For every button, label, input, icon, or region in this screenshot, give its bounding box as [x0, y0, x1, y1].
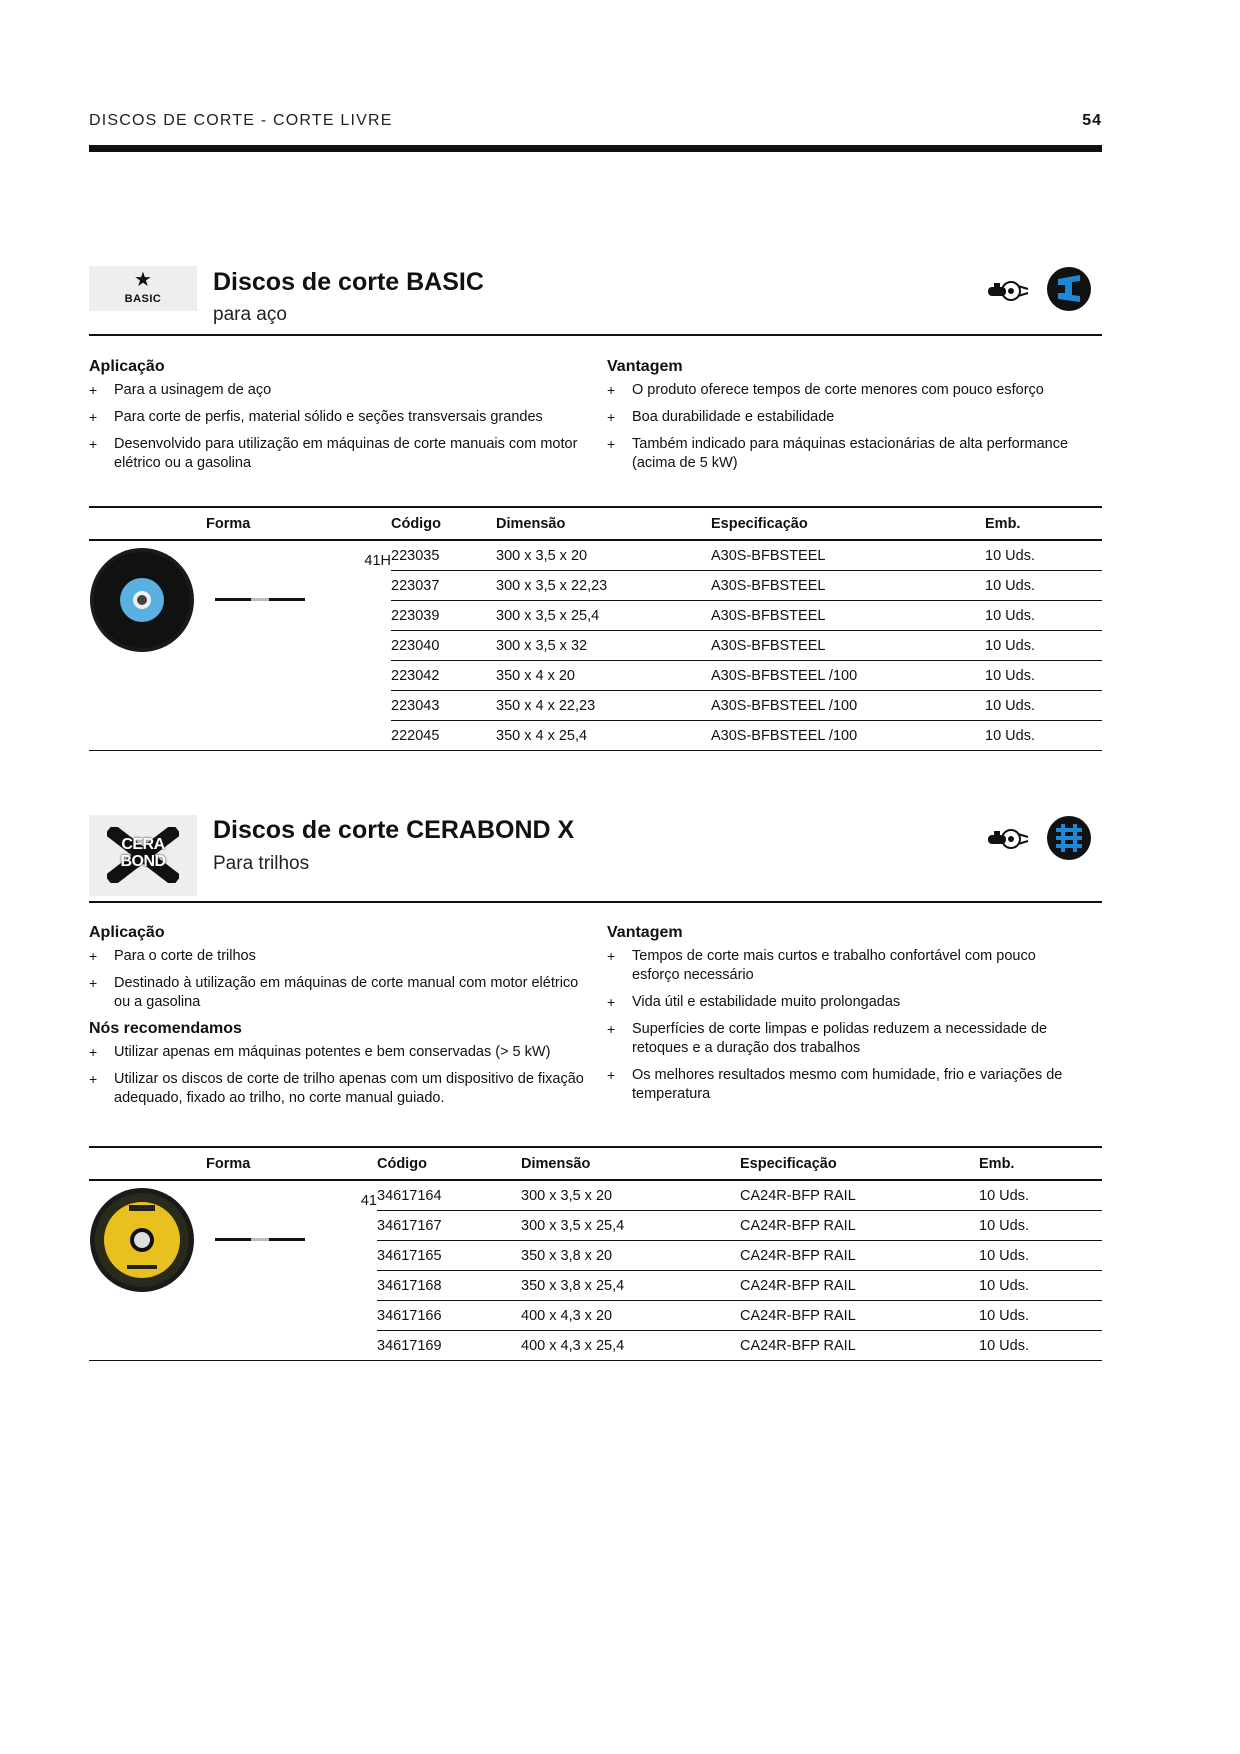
shape-code: 41H [364, 553, 391, 569]
disc-profile-icon [215, 597, 305, 603]
table-cell: 400 x 4,3 x 25,4 [521, 1331, 740, 1361]
table-cell: 300 x 3,5 x 20 [496, 540, 711, 571]
table-cell: 350 x 4 x 25,4 [496, 721, 711, 751]
list-item: + Para o corte de trilhos [89, 947, 589, 966]
table-cell: 34617169 [377, 1331, 521, 1361]
basic-logo [89, 266, 197, 311]
table-cell: 34617166 [377, 1301, 521, 1331]
col-header: Forma [89, 507, 391, 540]
aplicacao-heading: Aplicação [89, 924, 165, 941]
table-cell: 300 x 3,5 x 32 [496, 631, 711, 661]
table-cell: A30S-BFBSTEEL [711, 540, 985, 571]
basic-logo-text: BASIC [124, 293, 162, 305]
list-item: + Também indicado para máquinas estacionárias de alta performance (acima de 5 kW) [607, 435, 1102, 473]
section-title: Discos de corte BASIC [213, 268, 484, 296]
table-cell: 223035 [391, 540, 496, 571]
list-item: + Para corte de perfis, material sólido e seções transversais grandes [89, 408, 589, 427]
table-cell: 34617167 [377, 1211, 521, 1241]
recomendamos-heading: Nós recomendamos [89, 1020, 242, 1037]
list-item: + Utilizar apenas em máquinas potentes e bem conservadas (> 5 kW) [89, 1043, 589, 1062]
section-subtitle: Para trilhos [213, 853, 310, 874]
list-item: + Vida útil e estabilidade muito prolongadas [607, 993, 1087, 1012]
table-cell: 10 Uds. [979, 1180, 1102, 1211]
list-item: + Boa durabilidade e estabilidade [607, 408, 1102, 427]
disc-profile-icon [215, 1237, 305, 1243]
table-cell: 350 x 4 x 22,23 [496, 691, 711, 721]
table-cell: 10 Uds. [985, 661, 1102, 691]
table-cell: 10 Uds. [979, 1241, 1102, 1271]
table-cell: 350 x 3,8 x 25,4 [521, 1271, 740, 1301]
page-header-title: DISCOS DE CORTE - CORTE LIVRE [89, 112, 393, 129]
forma-cell [89, 540, 391, 751]
table-cell: CA24R-BFP RAIL [740, 1331, 979, 1361]
table-cell: 300 x 3,5 x 25,4 [521, 1211, 740, 1241]
page-number: 54 [1082, 112, 1102, 129]
table-cell: CA24R-BFP RAIL [740, 1241, 979, 1271]
col-header: Emb. [979, 1147, 1102, 1180]
aplicacao-heading: Aplicação [89, 358, 165, 375]
table-cell: CA24R-BFP RAIL [740, 1301, 979, 1331]
list-item: + Para a usinagem de aço [89, 381, 589, 400]
table-cell: CA24R-BFP RAIL [740, 1211, 979, 1241]
table-cell: 10 Uds. [979, 1301, 1102, 1331]
list-item: + Utilizar os discos de corte de trilho apenas com um dispositivo de fixação adequado, fixado ao trilho, no corte manual guiado. [89, 1070, 589, 1108]
list-item: + Destinado à utilização em máquinas de corte manual com motor elétrico ou a gasolina [89, 974, 589, 1012]
list-item: + Desenvolvido para utilização em máquinas de corte manuais com motor elétrico ou a gasolina [89, 435, 589, 473]
table-cell: A30S-BFBSTEEL /100 [711, 661, 985, 691]
cerabond-logo [89, 815, 197, 896]
col-header: Dimensão [521, 1147, 740, 1180]
col-header: Código [377, 1147, 521, 1180]
table-cell: 223040 [391, 631, 496, 661]
table-cell: 300 x 3,5 x 20 [521, 1180, 740, 1211]
table-cell: 10 Uds. [979, 1331, 1102, 1361]
vantagem-block [607, 358, 1102, 481]
col-header: Forma [89, 1147, 377, 1180]
col-header: Código [391, 507, 496, 540]
cerabond-disc-image [89, 1187, 195, 1293]
list-item: + O produto oferece tempos de corte menores com pouco esforço [607, 381, 1102, 400]
table-cell: A30S-BFBSTEEL [711, 631, 985, 661]
vantagem-heading: Vantagem [607, 358, 683, 375]
basic-disc-image [89, 547, 195, 653]
table-cell: 10 Uds. [985, 721, 1102, 751]
star-icon: ★ [134, 269, 152, 291]
table-cell: 222045 [391, 721, 496, 751]
vantagem-heading: Vantagem [607, 924, 683, 941]
section-subtitle: para aço [213, 304, 287, 325]
list-item: + Tempos de corte mais curtos e trabalho confortável com pouco esforço necessário [607, 947, 1087, 985]
forma-cell [89, 1180, 377, 1361]
table-cell: 223039 [391, 601, 496, 631]
col-header: Especificação [740, 1147, 979, 1180]
header-rule [89, 145, 1102, 152]
table-cell: 350 x 4 x 20 [496, 661, 711, 691]
section-title: Discos de corte CERABOND X [213, 816, 575, 844]
table-cell: A30S-BFBSTEEL /100 [711, 691, 985, 721]
table-cell: A30S-BFBSTEEL [711, 601, 985, 631]
aplicacao-block [89, 924, 589, 1116]
list-item: + Superfícies de corte limpas e polidas reduzem a necessidade de retoques e a duração dos trabalhos [607, 1020, 1087, 1058]
table-cell: 223042 [391, 661, 496, 691]
col-header: Dimensão [496, 507, 711, 540]
table-cell: 10 Uds. [985, 540, 1102, 571]
section-rule [89, 901, 1102, 903]
vantagem-block [607, 924, 1087, 1112]
table-cell: 300 x 3,5 x 25,4 [496, 601, 711, 631]
table-cell: A30S-BFBSTEEL /100 [711, 721, 985, 751]
col-header: Especificação [711, 507, 985, 540]
table-cell: 10 Uds. [985, 601, 1102, 631]
shape-code: 41 [360, 1193, 377, 1209]
table-cell: 400 x 4,3 x 20 [521, 1301, 740, 1331]
table-cell: 34617164 [377, 1180, 521, 1211]
list-item: + Os melhores resultados mesmo com humidade, frio e variações de temperatura [607, 1066, 1087, 1104]
section-rule [89, 334, 1102, 336]
angle-grinder-icon [986, 828, 1030, 850]
table-cell: 10 Uds. [985, 631, 1102, 661]
rail-track-icon [1046, 815, 1092, 861]
cerabond-logo-text-2: BOND [120, 853, 166, 870]
table-cell: CA24R-BFP RAIL [740, 1271, 979, 1301]
table-cell: 10 Uds. [979, 1211, 1102, 1241]
aplicacao-block [89, 358, 589, 481]
product-table [89, 506, 1102, 751]
table-cell: CA24R-BFP RAIL [740, 1180, 979, 1211]
table-cell: 10 Uds. [985, 691, 1102, 721]
table-cell: 300 x 3,5 x 22,23 [496, 571, 711, 601]
col-header: Emb. [985, 507, 1102, 540]
table-cell: 34617168 [377, 1271, 521, 1301]
table-cell: 10 Uds. [979, 1271, 1102, 1301]
table-cell: 34617165 [377, 1241, 521, 1271]
table-cell: 350 x 3,8 x 20 [521, 1241, 740, 1271]
table-cell: A30S-BFBSTEEL [711, 571, 985, 601]
table-cell: 223037 [391, 571, 496, 601]
table-cell: 10 Uds. [985, 571, 1102, 601]
table-row [89, 1180, 1102, 1211]
table-row [89, 540, 1102, 571]
cerabond-logo-text-1: CERA [121, 836, 165, 853]
steel-beam-icon [1046, 266, 1092, 312]
product-table [89, 1146, 1102, 1361]
angle-grinder-icon [986, 280, 1030, 302]
table-cell: 223043 [391, 691, 496, 721]
